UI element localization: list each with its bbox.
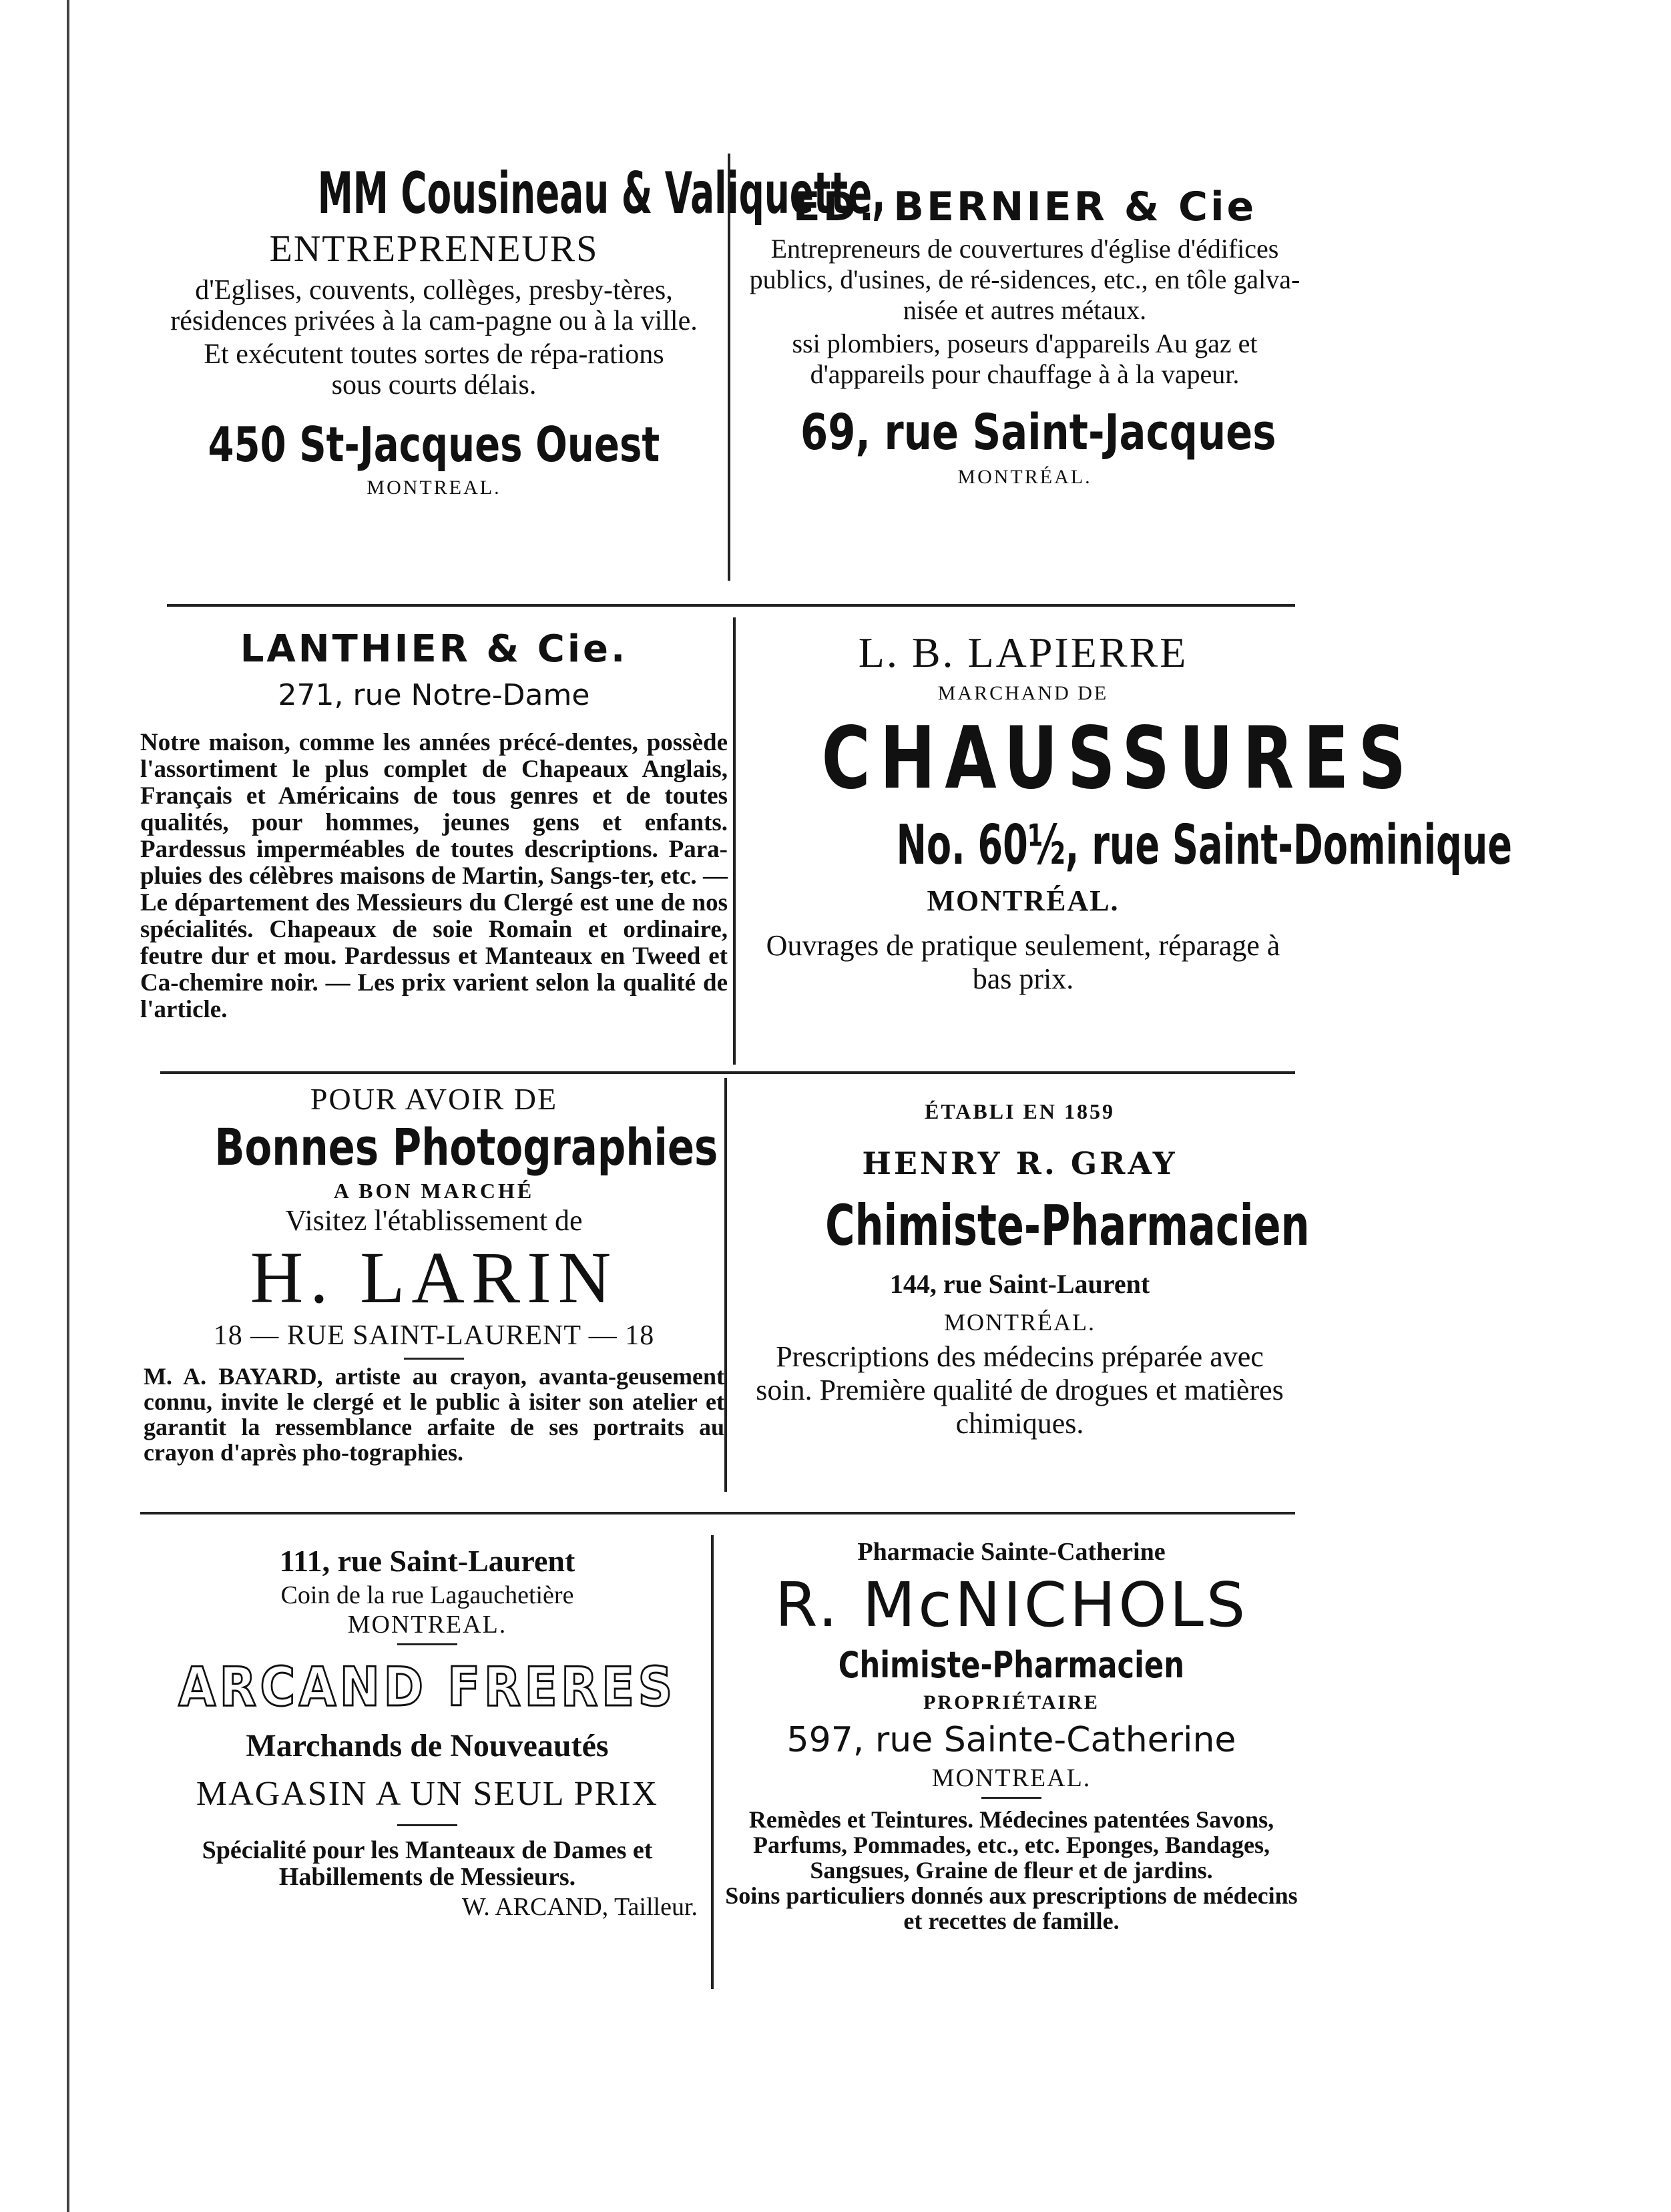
description-2: Soins particuliers donnés aux prescriptions de médecins et recettes de famille. — [725, 1882, 1298, 1934]
pharmacy-name: Pharmacie Sainte-Catherine — [857, 1538, 1166, 1566]
row-divider-3 — [140, 1512, 1295, 1514]
city: MONTREAL. — [347, 1611, 507, 1639]
ad-arcand-freres — [144, 1542, 711, 1924]
visit-text: Visitez l'établissement de — [285, 1204, 583, 1237]
advertiser-name: HENRY R. GRAY — [862, 1145, 1178, 1181]
headline: Bonnes Photographies — [214, 1117, 718, 1177]
description: Notre maison, comme les années précé-dentes, possède l'assortiment le plus complet de Chapeaux Anglais, Français et Américains de tous genres et de toutes qualités, pour hommes, jeunes gens et enfants. Pardessus imperméables de toutes descriptions. Para-pluies des célèbres maisons de Martin, Sangs-ter, etc. — Le département des Messieurs du Clergé est une de nos spécialités. Chapeaux de soie Romain et ordinaire, feutre dur et mou. Pardessus et Manteaux en Tweed et Ca-chemire noir. — Les prix varient selon la qualité de l'article. — [140, 729, 728, 1023]
street-name: rue Sainte-Catherine — [875, 1720, 1236, 1760]
city: MONTRÉAL. — [927, 884, 1120, 917]
divider — [981, 1797, 1041, 1799]
description: Remèdes et Teintures. Médecines patentées Savons, Parfums, Pommades, etc., etc. Eponges, Bandages, Sangsues, Graine de fleur et de jardins. — [748, 1806, 1274, 1884]
trade-title: Chimiste-Pharmacien — [825, 1193, 1310, 1258]
divider — [404, 1358, 464, 1360]
street-address: No. 60½, rue Saint-Dominique — [896, 814, 1512, 877]
description: Prescriptions des médecins préparée avec soin. Première qualité de drogues et matières chimiques. — [756, 1340, 1284, 1440]
city: MONTRÉAL. — [944, 1309, 1096, 1336]
proprietor-role: PROPRIÉTAIRE — [923, 1691, 1100, 1713]
row-divider-1 — [167, 604, 1295, 607]
page-edge-line — [67, 0, 69, 2212]
ad-lapierre — [738, 627, 1512, 996]
street-address: 144, rue Saint-Laurent — [889, 1269, 1150, 1299]
advertiser-name: H. LARIN — [250, 1237, 618, 1318]
city: MONTRÉAL. — [957, 466, 1092, 488]
column-divider-row2 — [733, 617, 736, 1065]
divider — [397, 1643, 457, 1645]
established-date: ÉTABLI EN 1859 — [924, 1099, 1115, 1123]
divider-2 — [397, 1824, 457, 1826]
row-divider-2 — [160, 1071, 1295, 1074]
ad-r-mcnichols — [714, 1535, 1308, 1934]
advertiser-name: R. McNICHOLS — [774, 1569, 1248, 1641]
slogan: MAGASIN A UN SEUL PRIX — [196, 1775, 659, 1813]
merchant-role: MARCHAND DE — [937, 682, 1109, 704]
street-address: 111, rue Saint-Laurent — [279, 1544, 575, 1578]
product-title: CHAUSSURES — [821, 709, 1416, 808]
intro-text: POUR AVOIR DE — [310, 1082, 558, 1116]
ad-cousineau-valiquette — [144, 160, 886, 499]
advertiser-name: L. B. LAPIERRE — [858, 629, 1188, 676]
advertiser-name: ED. BERNIER & Cie — [792, 184, 1257, 230]
advertiser-name: LANTHIER & Cie. — [240, 627, 628, 671]
subheadline: A BON MARCHÉ — [333, 1179, 535, 1203]
ad-ed-bernier — [741, 180, 1308, 489]
street-address: 450 St-Jacques Ouest — [208, 417, 660, 473]
description-2: Et exécutent toutes sortes de répa-rations sous courts délais. — [204, 339, 664, 400]
city: MONTREAL. — [931, 1764, 1092, 1792]
trade-title: ENTREPRENEURS — [269, 228, 599, 270]
city: MONTREAL. — [367, 477, 501, 499]
description: Spécialité pour les Manteaux de Dames et Habillements de Messieurs. — [202, 1836, 653, 1891]
advertiser-name: ARCAND FRERES — [178, 1656, 676, 1718]
description: Entrepreneurs de couvertures d'église d'édifices publics, d'usines, de ré-sidences, etc., en tôle galva-nisée et autres métaux. — [749, 234, 1300, 325]
trade-title: Chimiste-Pharmacien — [838, 1644, 1185, 1686]
description: Ouvrages de pratique seulement, réparage à bas prix. — [766, 929, 1280, 995]
street-number: 597, — [786, 1720, 865, 1760]
ad-h-larin — [144, 1081, 724, 1465]
description: M. A. BAYARD, artiste au crayon, avanta-geusement connu, invite le clergé et le public à isiter son atelier et garantit la ressemblance arfaite de ses portraits au crayon d'après pho-tographies. — [144, 1363, 724, 1466]
corner-text: Coin de la rue Lagauchetière — [280, 1581, 574, 1609]
description-2: ssi plombiers, poseurs d'appareils Au gaz et d'appareils pour chauffage à à la vapeur. — [792, 328, 1258, 389]
ad-henry-gray — [731, 1095, 1308, 1440]
street-address: 271, rue Notre-Dame — [278, 678, 590, 712]
description: d'Eglises, couvents, collèges, presby-tères, résidences privées à la cam-pagne ou à la ville. — [170, 275, 698, 336]
street-address: 69, rue Saint-Jacques — [800, 404, 1276, 461]
column-divider-row3 — [724, 1078, 727, 1492]
trade-title: Marchands de Nouveautés — [246, 1728, 609, 1763]
street-address: 18 — RUE SAINT-LAURENT — 18 — [213, 1320, 655, 1351]
column-divider-row4 — [711, 1535, 714, 1989]
advertiser-name: MM Cousineau & Valiquette, — [317, 160, 886, 227]
ad-lanthier — [140, 624, 728, 1023]
signature: W. ARCAND, Tailleur. — [461, 1893, 698, 1921]
